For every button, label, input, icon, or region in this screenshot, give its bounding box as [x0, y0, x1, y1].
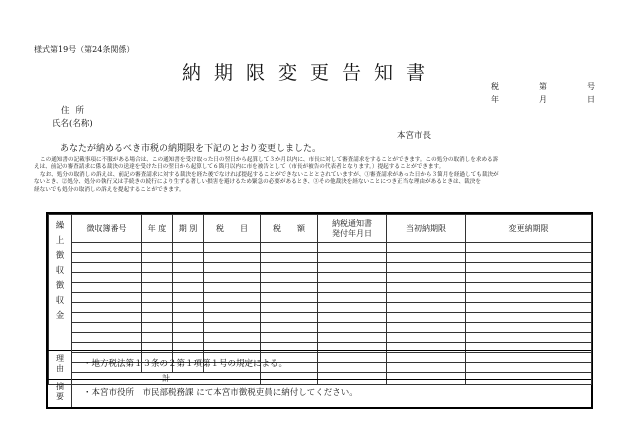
- note-line: なお、処分の取消しの訴えは、前記の審査請求に対する裁決を経た後でなければ提起することができないこととされていますが、①審査請求があった日から３箇月を経過しても裁決が: [40, 171, 499, 178]
- notice-number: [491, 81, 595, 92]
- remarks-label: 摘要: [56, 382, 64, 401]
- table-row: [49, 253, 592, 263]
- intro-text: あなたが納めるべき市税の納期限を下記のとおり変更しました。: [60, 144, 322, 154]
- address-label: 住所: [61, 106, 91, 116]
- note-line: この通知書の記載事項に不服がある場合は、この通知書を受け取った日の翌日から起算して３か月以内に、市長に対して審査請求をすることができます。この処分の取消しを求める訴: [40, 157, 499, 163]
- document-title: 納期限変更告知書: [182, 62, 439, 84]
- reason-label: 理由: [56, 354, 64, 373]
- date-month: 月: [539, 95, 547, 104]
- name-label: 氏名(名称): [52, 119, 93, 129]
- issuer: 本宮市長: [397, 131, 432, 141]
- collection-table-frame: [46, 212, 593, 409]
- header-changed-due: 変更納期限: [466, 215, 592, 243]
- table-row: [49, 323, 592, 333]
- header-fiscal-year: 年 度: [142, 215, 173, 243]
- table-row: [49, 283, 592, 293]
- table-row: [49, 303, 592, 313]
- notice-number-prefix: 税: [491, 82, 499, 91]
- header-tax-amount: 税 額: [261, 215, 318, 243]
- header-notice-date: 納税通知書 発付年月日: [318, 215, 387, 243]
- appeal-notes: [34, 157, 600, 194]
- table-row: [49, 243, 592, 253]
- total-label: 計: [72, 373, 261, 385]
- table-row: [49, 263, 592, 273]
- notice-date: [491, 94, 595, 105]
- header-tax-item: 税 目: [204, 215, 261, 243]
- table-row: [49, 333, 592, 343]
- table-row: [49, 273, 592, 283]
- note-line: ないとき、②処分、処分の執行又は手続きの続行により生ずる著しい損害を避けるため緊急の必要があるとき、③その他裁決を経ないことにつき正当な理由があるときは、裁決を: [34, 179, 481, 186]
- table-row: [49, 293, 592, 303]
- side-label: 繰 上 徴 収 徴 収 金: [49, 215, 72, 385]
- date-day: 日: [587, 95, 595, 104]
- reason-text: ・地方税法第１３条の２第１項第１号の規定による。: [83, 359, 288, 369]
- header-period: 期 別: [173, 215, 204, 243]
- form-number: 様式第19号（第24条関係）: [34, 45, 135, 54]
- note-line: 経ないでも処分の取消しの訴えを提起することができます。: [34, 186, 185, 193]
- table-row: [49, 313, 592, 323]
- notice-number-dai: 第: [539, 82, 547, 91]
- header-ledger-number: 徴収簿番号: [72, 215, 142, 243]
- header-original-due: 当初納期限: [387, 215, 466, 243]
- notice-number-go: 号: [587, 82, 595, 91]
- note-line: えは、前記の審査請求に係る裁決の送達を受けた日の翌日から起算して６箇月以内に市を被告として（市長が被告の代表者となります。）提起することができます。: [34, 164, 445, 171]
- remarks-text: ・本宮市役所 市民部税務課 にて本宮市徴税吏員に納付してください。: [83, 388, 358, 398]
- date-year: 年: [491, 95, 499, 104]
